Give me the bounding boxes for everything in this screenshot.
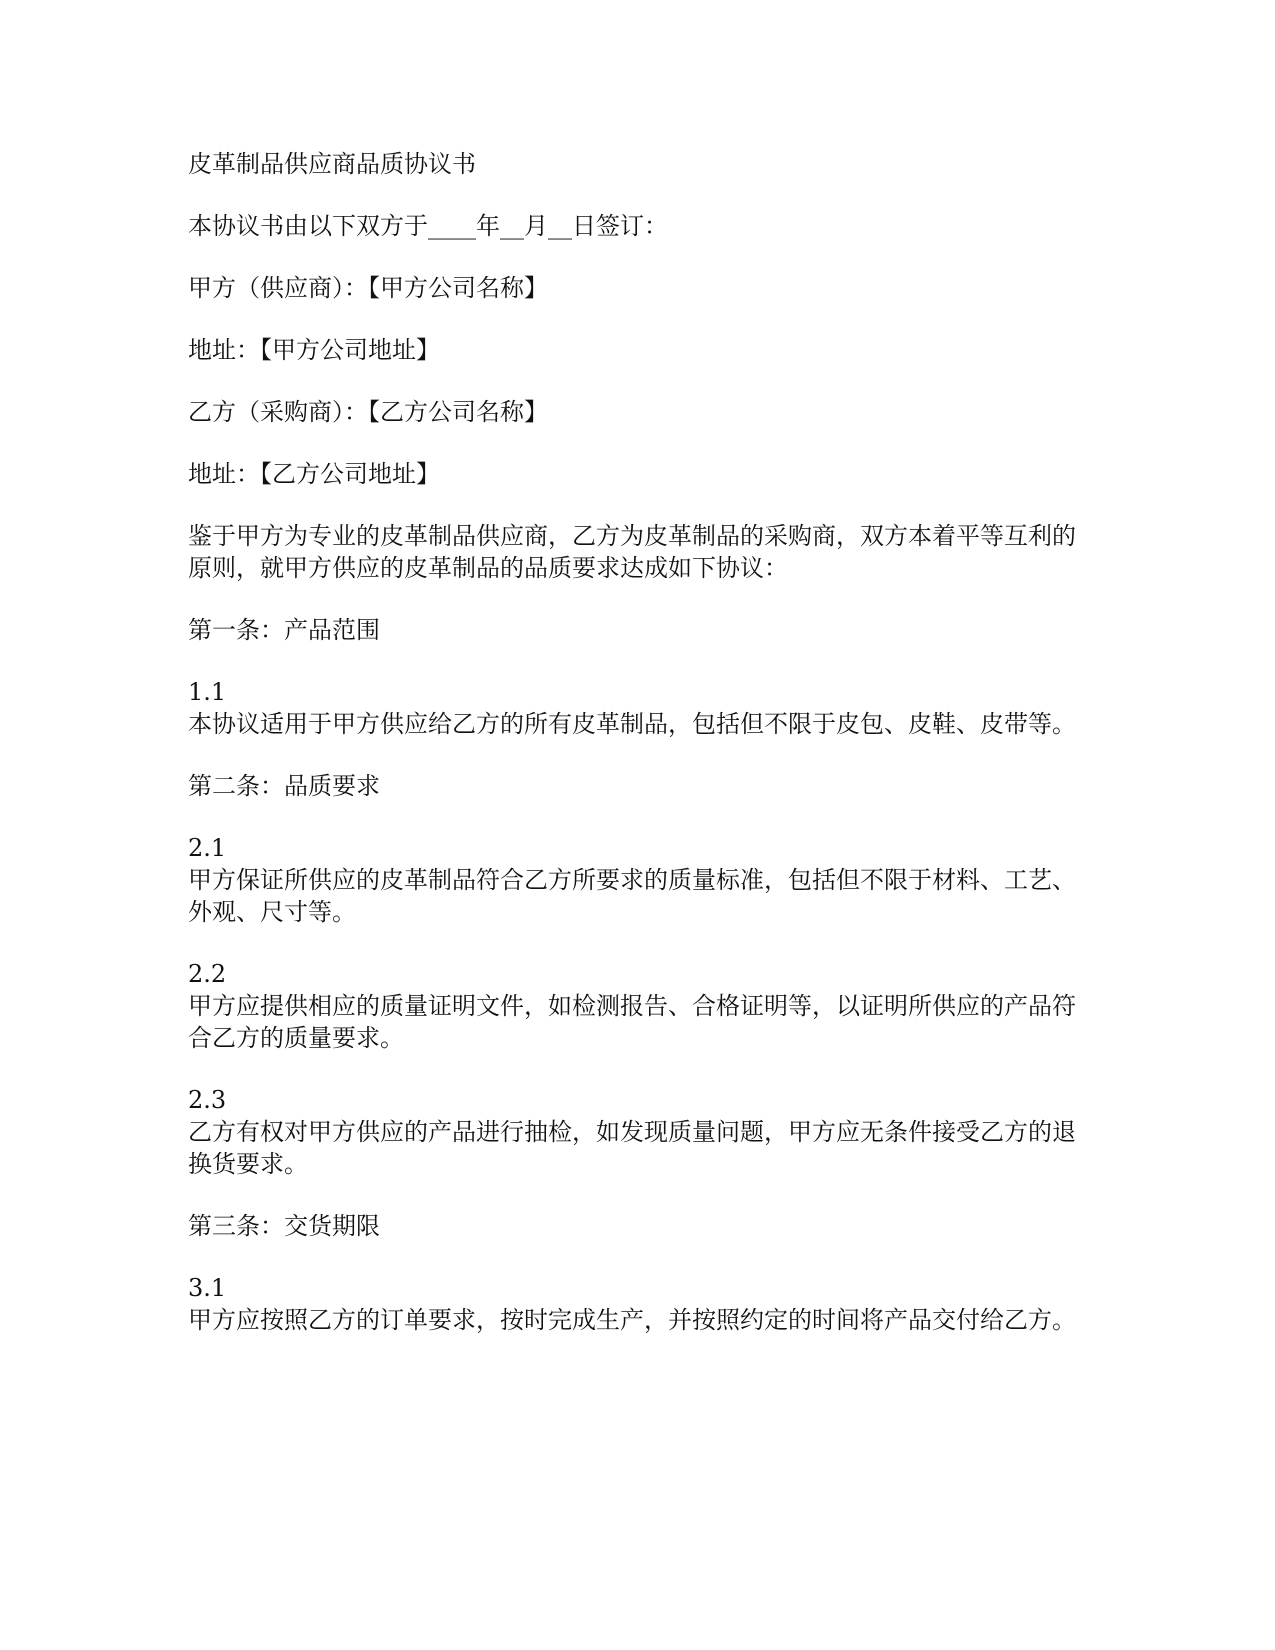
preamble: 鉴于甲方为专业的皮革制品供应商，乙方为皮革制品的采购商，双方本着平等互利的原则，就甲方供应的皮革制品的品质要求达成如下协议：	[188, 522, 1076, 582]
clause-text: 甲方应按照乙方的订单要求，按时完成生产，并按照约定的时间将产品交付给乙方。	[188, 1306, 1076, 1334]
clause-3-1	[188, 1272, 1088, 1336]
article-2-heading: 第二条：品质要求	[188, 772, 380, 800]
clause-text: 甲方应提供相应的质量证明文件，如检测报告、合格证明等，以证明所供应的产品符合乙方的质量要求。	[188, 992, 1076, 1052]
clause-2-3	[188, 1084, 1088, 1180]
clause-2-2	[188, 958, 1088, 1054]
article-3-heading: 第三条：交货期限	[188, 1212, 380, 1240]
intro-line: 本协议书由以下双方于____年__月__日签订：	[188, 212, 668, 240]
clause-number: 2.2	[188, 960, 227, 988]
party-a-name: 甲方（供应商）：【甲方公司名称】	[188, 274, 548, 302]
party-b-address: 地址：【乙方公司地址】	[188, 460, 440, 488]
clause-2-1	[188, 832, 1088, 928]
clause-text: 乙方有权对甲方供应的产品进行抽检，如发现质量问题，甲方应无条件接受乙方的退换货要求。	[188, 1118, 1076, 1178]
document-body	[188, 148, 1088, 1366]
article-1-heading: 第一条：产品范围	[188, 616, 380, 644]
clause-number: 2.1	[188, 834, 227, 862]
clause-text: 本协议适用于甲方供应给乙方的所有皮革制品，包括但不限于皮包、皮鞋、皮带等。	[188, 710, 1076, 738]
clause-number: 3.1	[188, 1274, 227, 1302]
party-a-address: 地址：【甲方公司地址】	[188, 336, 440, 364]
clause-1-1	[188, 676, 1088, 740]
clause-number: 2.3	[188, 1086, 227, 1114]
clause-text: 甲方保证所供应的皮革制品符合乙方所要求的质量标准，包括但不限于材料、工艺、外观、尺寸等。	[188, 866, 1076, 926]
party-b-name: 乙方（采购商）：【乙方公司名称】	[188, 398, 548, 426]
document-title: 皮革制品供应商品质协议书	[188, 150, 476, 178]
clause-number: 1.1	[188, 678, 227, 706]
